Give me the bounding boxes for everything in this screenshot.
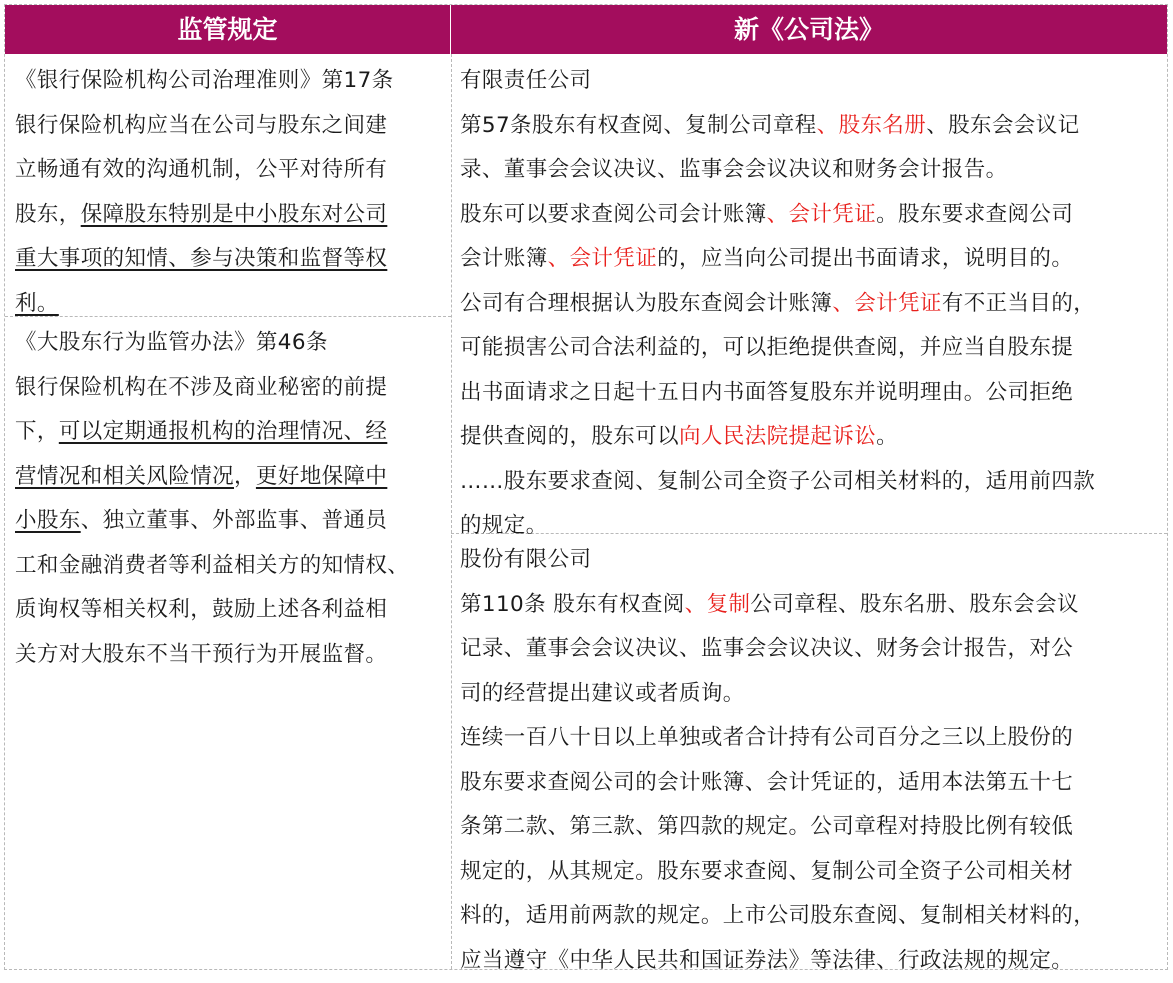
text-segment: 公司章程、股东名册、股东会会议 xyxy=(750,592,1079,617)
highlighted-text: 向人民法院提起诉讼 xyxy=(679,424,876,449)
text-segment: 、独立董事、外部监事、普通员 xyxy=(81,508,388,533)
text-segment: 。 xyxy=(876,424,898,449)
highlighted-text: 、股东名册 xyxy=(817,113,927,138)
text-line xyxy=(460,716,1162,761)
underlined-text: 利。 xyxy=(15,291,59,316)
text-segment: 工和金融消费者等利益相关方的知情权、 xyxy=(15,553,409,578)
text-line xyxy=(15,588,447,633)
text-segment: 关方对大股东不当干预行为开展监督。 xyxy=(15,642,387,667)
text-segment: ……股东要求查阅、复制公司全资子公司相关材料的，适用前四款 xyxy=(460,469,1095,494)
text-segment: 可能损害公司合法利益的，可以拒绝提供查阅，并应当自股东提 xyxy=(460,335,1073,360)
text-segment: 提供查阅的，股东可以 xyxy=(460,424,679,449)
text-line xyxy=(460,282,1162,327)
highlighted-text: 、会计凭证 xyxy=(767,202,877,227)
text-line xyxy=(15,148,447,193)
text-line xyxy=(460,805,1162,850)
text-segment: 《银行保险机构公司治理准则》第17条 xyxy=(15,68,394,93)
underlined-text: 重大事项的知情、参与决策和监督等权 xyxy=(15,246,387,271)
text-segment: 股东， xyxy=(15,202,81,227)
text-segment: 会计账簿 xyxy=(460,246,548,271)
text-segment: 质询权等相关权利，鼓励上述各利益相 xyxy=(15,597,387,622)
text-segment: 、股东会会议记 xyxy=(926,113,1079,138)
text-line xyxy=(460,939,1162,983)
header-regulatory-rules: 监管规定 xyxy=(5,5,451,54)
text-line xyxy=(15,633,447,678)
highlighted-text: 、会计凭证 xyxy=(548,246,658,271)
text-line xyxy=(460,583,1162,628)
text-segment: 条第二款、第三款、第四款的规定。公司章程对持股比例有较低 xyxy=(460,814,1073,839)
text-line xyxy=(460,193,1162,238)
text-line xyxy=(15,455,447,500)
text-segment: 录、董事会会议决议、监事会会议决议和财务会计报告。 xyxy=(460,157,1008,182)
text-segment: 料的，适用前两款的规定。上市公司股东查阅、复制相关材料的， xyxy=(460,903,1095,928)
column-divider xyxy=(451,54,452,969)
text-line xyxy=(15,410,447,455)
text-line xyxy=(460,894,1162,939)
left-cell-bank-insurance-governance xyxy=(15,59,447,326)
text-segment: 公司有合理根据认为股东查阅会计账簿 xyxy=(460,291,832,316)
header-new-company-law: 新《公司法》 xyxy=(451,5,1167,54)
text-line xyxy=(460,59,1162,104)
highlighted-text: 、会计凭证 xyxy=(832,291,942,316)
text-segment: 应当遵守《中华人民共和国证券法》等法律、行政法规的规定。 xyxy=(460,948,1073,973)
text-line xyxy=(460,415,1162,460)
text-line xyxy=(15,321,447,366)
text-segment: 银行保险机构应当在公司与股东之间建 xyxy=(15,113,387,138)
highlighted-text: 、复制 xyxy=(685,592,751,617)
text-segment: 银行保险机构在不涉及商业秘密的前提 xyxy=(15,375,387,400)
text-segment: 第110条 股东有权查阅 xyxy=(460,592,685,617)
text-line xyxy=(460,104,1162,149)
right-cell-limited-liability-company xyxy=(460,59,1162,549)
text-line xyxy=(460,627,1162,672)
text-line xyxy=(460,672,1162,717)
text-line xyxy=(15,193,447,238)
text-segment: 记录、董事会会议决议、监事会会议决议、财务会计报告，对公 xyxy=(460,636,1073,661)
left-cell-major-shareholder-measures xyxy=(15,321,447,677)
text-segment: 规定的，从其规定。股东要求查阅、复制公司全资子公司相关材 xyxy=(460,859,1073,884)
text-line xyxy=(460,371,1162,416)
text-segment: 下， xyxy=(15,419,59,444)
text-segment: 出书面请求之日起十五日内书面答复股东并说明理由。公司拒绝 xyxy=(460,380,1073,405)
text-line xyxy=(15,59,447,104)
underlined-text: 小股东 xyxy=(15,508,81,533)
text-segment: 股份有限公司 xyxy=(460,547,591,572)
text-segment: 股东可以要求查阅公司会计账簿 xyxy=(460,202,767,227)
text-segment: 连续一百八十日以上单独或者合计持有公司百分之三以上股份的 xyxy=(460,725,1073,750)
text-line xyxy=(460,460,1162,505)
text-line xyxy=(15,282,447,327)
comparison-table xyxy=(4,4,1168,970)
text-line xyxy=(15,366,447,411)
text-line xyxy=(15,237,447,282)
text-segment: ， xyxy=(234,464,256,489)
text-segment: 股东要求查阅公司的会计账簿、会计凭证的，适用本法第五十七 xyxy=(460,770,1073,795)
text-line xyxy=(15,544,447,589)
text-line xyxy=(15,104,447,149)
text-line xyxy=(460,761,1162,806)
underlined-text: 更好地保障中 xyxy=(256,464,387,489)
underlined-text: 保障股东特别是中小股东对公司 xyxy=(81,202,388,227)
right-cell-joint-stock-company xyxy=(460,538,1162,983)
text-segment: 第57条股东有权查阅、复制公司章程 xyxy=(460,113,817,138)
text-line xyxy=(460,850,1162,895)
underlined-text: 可以定期通报机构的治理情况、经 xyxy=(59,419,388,444)
text-line xyxy=(460,326,1162,371)
underlined-text: 营情况和相关风险情况 xyxy=(15,464,234,489)
text-segment: 有不正当目的， xyxy=(942,291,1095,316)
text-line xyxy=(15,499,447,544)
text-line xyxy=(460,237,1162,282)
text-segment: 有限责任公司 xyxy=(460,68,591,93)
text-segment: 的规定。 xyxy=(460,513,548,538)
text-line xyxy=(460,538,1162,583)
text-segment: 立畅通有效的沟通机制，公平对待所有 xyxy=(15,157,387,182)
text-segment: 《大股东行为监管办法》第46条 xyxy=(15,330,328,355)
text-segment: 的，应当向公司提出书面请求，说明目的。 xyxy=(657,246,1073,271)
text-segment: 司的经营提出建议或者质询。 xyxy=(460,681,745,706)
text-line xyxy=(460,148,1162,193)
text-segment: 。股东要求查阅公司 xyxy=(876,202,1073,227)
